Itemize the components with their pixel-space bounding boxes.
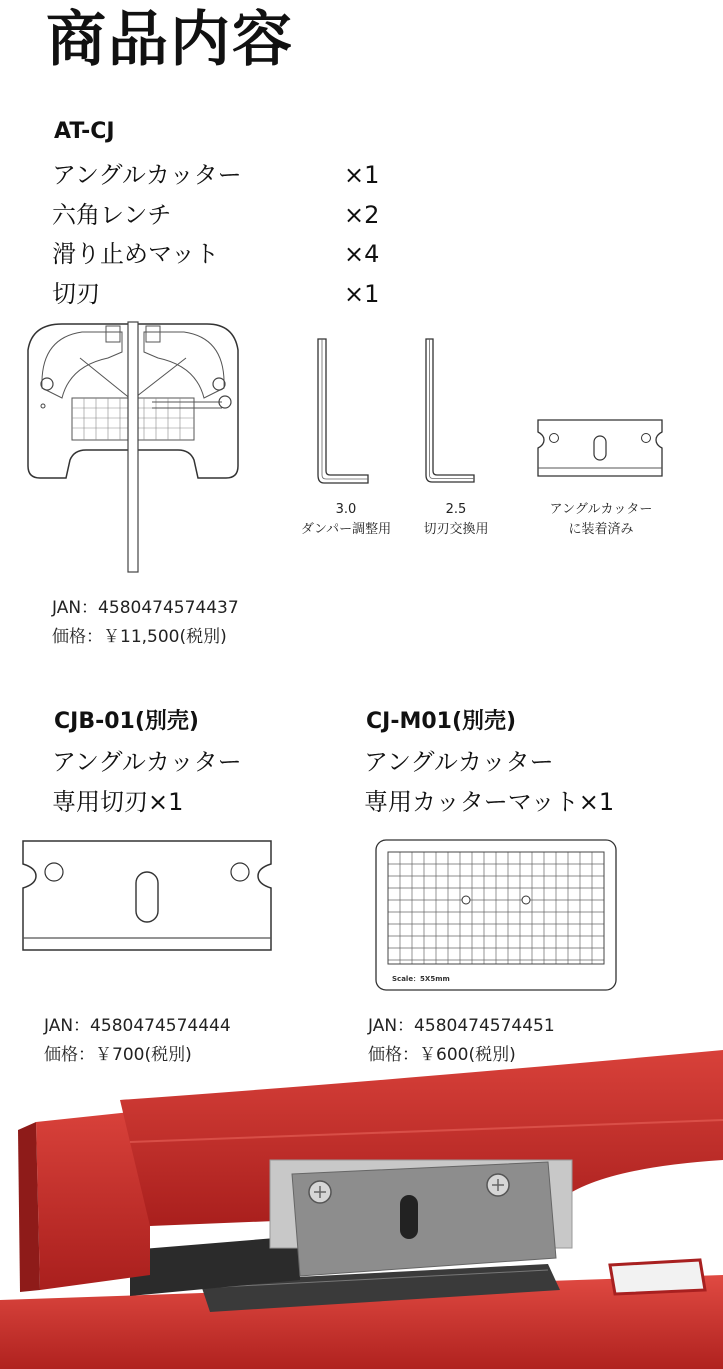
item-qty: ×2: [344, 200, 380, 229]
item-qty: ×1: [344, 161, 380, 189]
item-name: アングルカッター: [52, 161, 242, 189]
mat-desc-line1: アングルカッター: [364, 748, 554, 776]
item-name: 滑り止めマット: [52, 240, 220, 268]
mat-scale-label: Scale：5X5mm: [392, 975, 450, 983]
angle-cutter-drawing: [22, 318, 244, 573]
mat-jan: JAN：4580474574451: [368, 1016, 555, 1036]
hex-wrench-3mm-drawing: [310, 335, 374, 485]
blade-caption-line2: に装着済み: [568, 522, 634, 537]
mat-model-label: CJ-M01(別売): [366, 709, 517, 734]
main-info: [52, 594, 239, 652]
main-jan: JAN：4580474574437: [52, 598, 239, 618]
blade-desc-line2: 専用切刃×1: [52, 788, 184, 816]
blade-description: [52, 742, 242, 822]
mat-description: [364, 742, 614, 822]
contents-list: [52, 156, 392, 314]
replacement-blade-drawing: [20, 838, 274, 954]
item-qty: ×1: [344, 279, 380, 308]
blade-model-label: CJB-01(別売): [54, 709, 199, 734]
list-item: [52, 156, 392, 196]
wrench-a-size: 3.0: [335, 502, 357, 517]
main-price: 価格：￥11,500(税別): [52, 627, 227, 647]
mat-desc-line2: 専用カッターマット×1: [364, 788, 615, 816]
list-item: [52, 235, 392, 275]
page-title: 商品内容: [46, 5, 294, 75]
blade-price: 価格：￥700(税別): [44, 1045, 192, 1065]
wrench-b-use: 切刃交換用: [423, 522, 489, 537]
blade-caption-line1: アングルカッター: [549, 502, 653, 517]
list-item: [52, 275, 392, 315]
blade-jan: JAN：4580474574444: [44, 1016, 231, 1036]
hex-wrench-2-5mm-drawing: [420, 335, 484, 485]
wrench-b-caption: [400, 500, 512, 540]
wrench-b-size: 2.5: [445, 502, 467, 517]
installed-blade-drawing: [534, 418, 666, 480]
main-model-label: AT-CJ: [54, 119, 115, 144]
wrench-a-caption: [278, 500, 414, 540]
item-name: 六角レンチ: [52, 200, 172, 229]
mat-price: 価格：￥600(税別): [368, 1045, 516, 1065]
blade-desc-line1: アングルカッター: [52, 748, 242, 776]
angle-cutter-photo: [0, 1050, 723, 1369]
item-name: 切刃: [52, 279, 100, 308]
item-qty: ×4: [344, 240, 380, 268]
cutter-mat-drawing: [374, 838, 618, 992]
blade-caption: [518, 500, 684, 540]
wrench-a-use: ダンパー調整用: [300, 522, 392, 537]
list-item: [52, 196, 392, 236]
